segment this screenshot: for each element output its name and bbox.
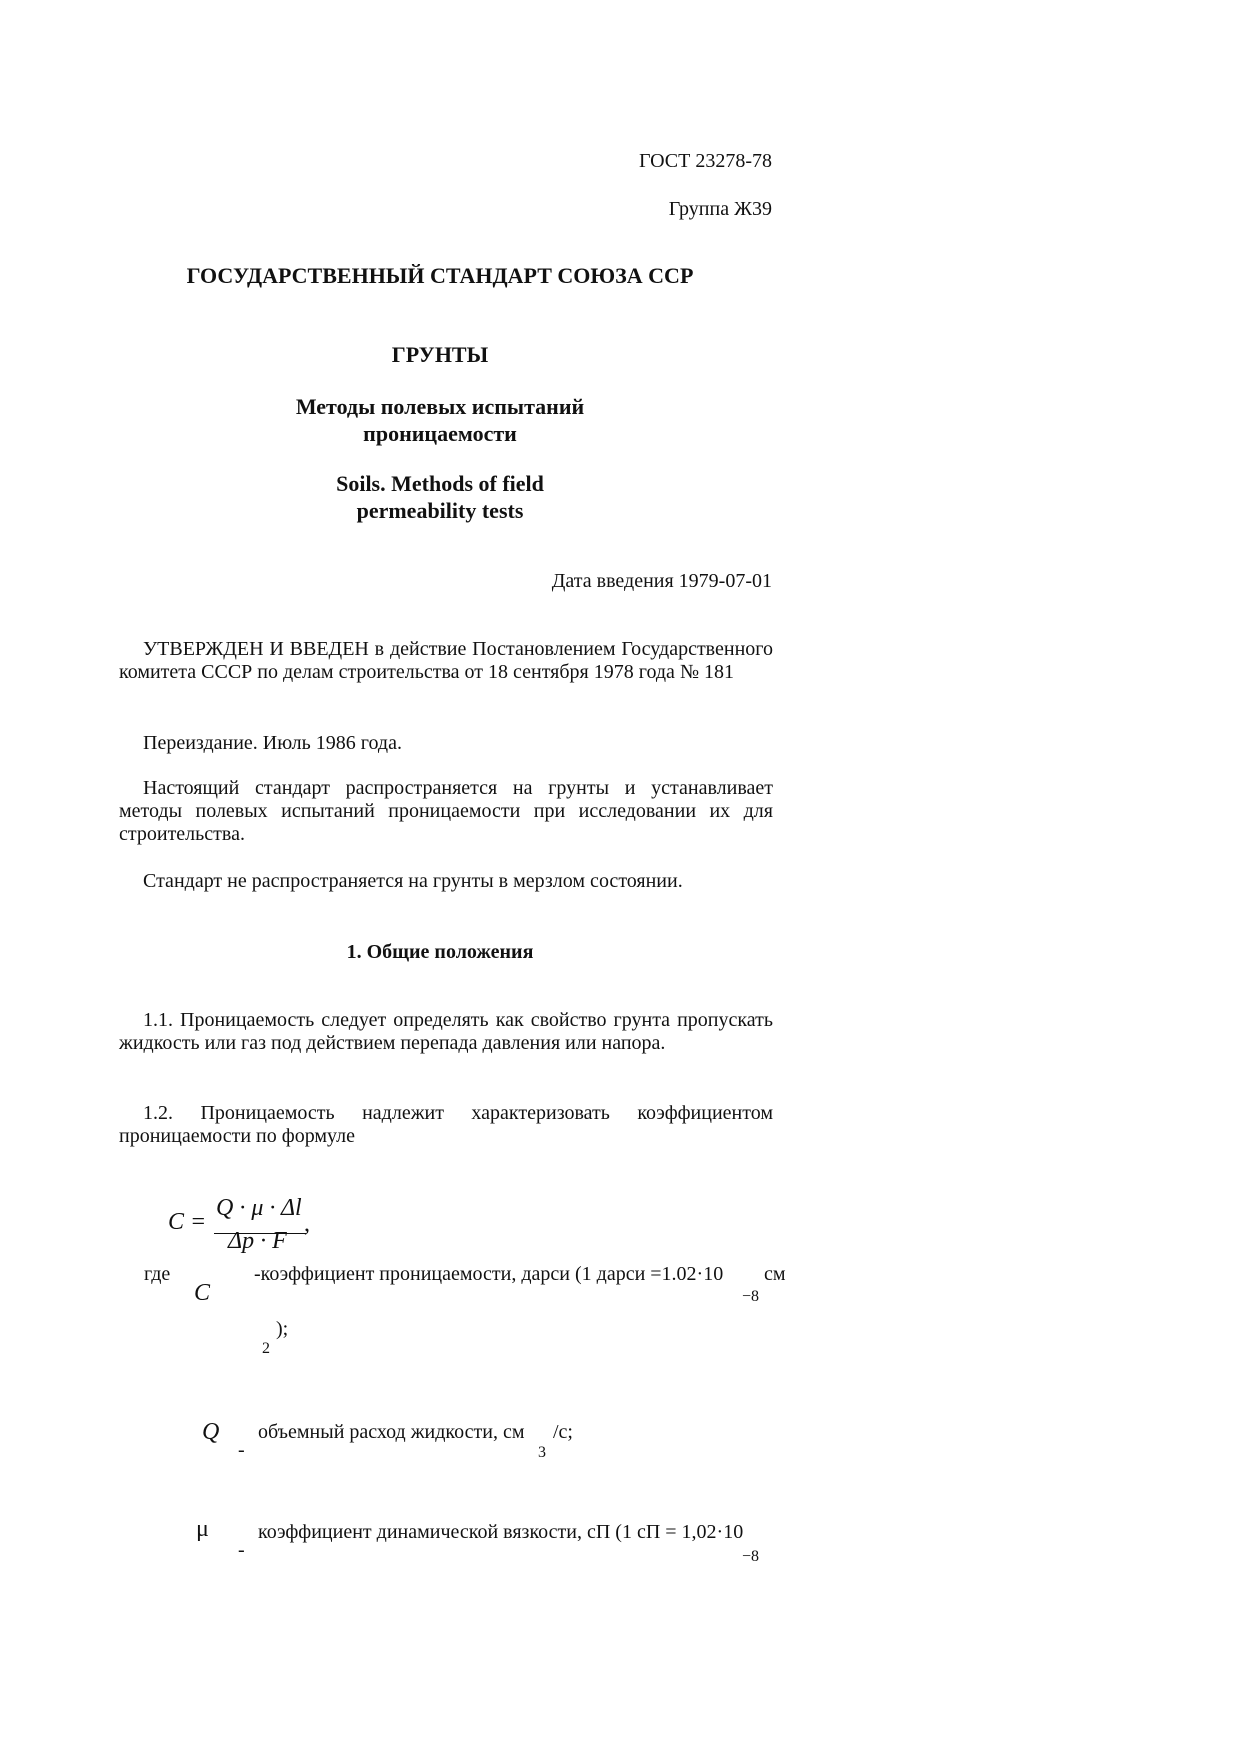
subtitle-ru-line1: Методы полевых испытаний: [295, 394, 585, 419]
c-unit: см: [764, 1263, 786, 1285]
mu-exponent: −8: [742, 1548, 760, 1565]
q-definition: объемный расход жидкости, см: [258, 1421, 525, 1443]
document-subject: ГРУНТЫ: [391, 342, 489, 367]
c-definition: -коэффициент проницаемости, дарси (1 дарси =1.02·10: [254, 1263, 724, 1285]
formula-lhs: C =: [168, 1209, 207, 1235]
subtitle-en-line2: permeability tests: [356, 498, 524, 523]
q-symbol: Q: [202, 1419, 220, 1445]
subtitle-en-line1: Soils. Methods of field: [336, 471, 544, 496]
mu-dash: -: [238, 1539, 245, 1561]
document-title: ГОСУДАРСТВЕННЫЙ СТАНДАРТ СОЮЗА ССР: [186, 263, 694, 288]
mu-definition: коэффициент динамической вязкости, сП (1 сП = 1,02·10: [258, 1521, 744, 1543]
group-code: Группа Ж39: [668, 198, 772, 220]
formula-comma: ,: [304, 1211, 310, 1237]
subtitle-ru-line2: проницаемости: [363, 421, 517, 446]
reissue-paragraph: Переиздание. Июль 1986 года.: [143, 732, 402, 754]
c-symbol: C: [194, 1280, 211, 1306]
q-dash: -: [238, 1439, 245, 1461]
approval-paragraph: УТВЕРЖДЕН И ВВЕДЕН в действие Постановлением Государственного комитета СССР по делам строительства от 18 сентября 1978 года № 181: [119, 638, 773, 683]
paragraph-1-2: 1.2. Проницаемость надлежит характеризовать коэффициентом проницаемости по формуле: [119, 1102, 773, 1147]
formula-denominator: Δp · F: [228, 1228, 287, 1254]
scope-paragraph: Настоящий стандарт распространяется на грунты и устанавливает методы полевых испытаний проницаемости при исследовании их для строительства.: [119, 777, 773, 845]
exclusion-paragraph: Стандарт не распространяется на грунты в мерзлом состоянии.: [143, 870, 683, 892]
c-definition-tail: );: [276, 1318, 289, 1340]
section-1-heading: 1. Общие положения: [346, 941, 534, 963]
paragraph-1-1: 1.1. Проницаемость следует определять как свойство грунта пропускать жидкость или газ под действием перепада давления или напора.: [119, 1009, 773, 1054]
q-exponent: 3: [538, 1444, 546, 1461]
q-unit-tail: /с;: [553, 1421, 573, 1443]
formula-numerator: Q · μ · Δl: [216, 1195, 302, 1221]
intro-date: Дата введения 1979-07-01: [551, 570, 772, 592]
mu-symbol: μ: [196, 1516, 209, 1542]
c-exponent: −8: [742, 1288, 760, 1305]
c-tail-exponent: 2: [262, 1340, 270, 1357]
standard-number: ГОСТ 23278-78: [639, 150, 772, 172]
where-label: где: [144, 1263, 171, 1285]
